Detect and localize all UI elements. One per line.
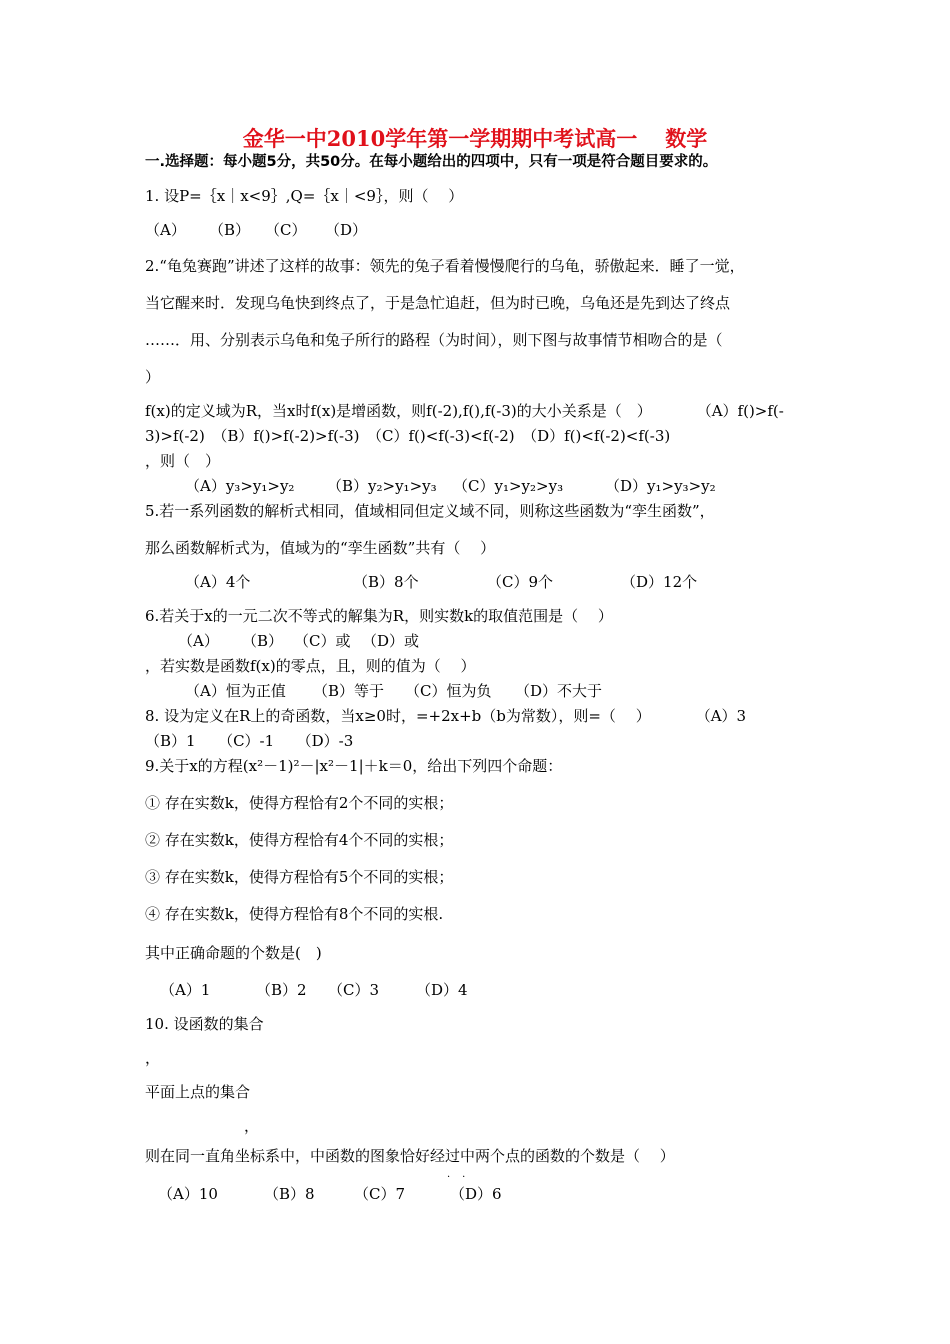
question-4-line: ，则（ ） [145, 452, 221, 470]
title-subject: 数学 [665, 126, 708, 151]
question-7-line: ，若实数是函数f(x)的零点，且，则的值为（ ） [145, 657, 476, 675]
question-9-line: 9.关于x的方程(x²－1)²－|x²－1|＋k＝0，给出下列四个命题： [145, 757, 563, 775]
option: （D）6 [450, 1185, 502, 1203]
option: （A）恒为正值 [185, 682, 286, 700]
question-10-line: 则在同一直角坐标系中，中函数的图象恰好经过中两个点的函数的个数是（ ） [145, 1147, 675, 1165]
option: （B） [242, 632, 284, 650]
question-5-options [185, 572, 697, 592]
option: （D）或 [362, 632, 420, 650]
option: （D）12个 [621, 573, 698, 591]
question-4-options [185, 476, 716, 496]
question-8-line: 8. 设为定义在R上的奇函数，当x≥0时，=+2x+b（b为常数），则=（ ） （A）3 [145, 707, 747, 725]
option: （A）10 [158, 1185, 218, 1203]
question-1-options [145, 220, 367, 240]
question-2-line: 2.“龟兔赛跑”讲述了这样的故事：领先的兔子看着慢慢爬行的乌龟，骄傲起来．睡了一觉， [145, 257, 745, 275]
option: （D）y₁>y₃>y₂ [605, 477, 716, 495]
question-7-options [185, 681, 602, 701]
option: （C）或 [294, 632, 351, 650]
question-6-line: 6.若关于x的一元二次不等式的解集为R，则实数k的取值范围是（ ） [145, 607, 613, 625]
question-10-comma: ， [244, 1117, 260, 1135]
option: （A）y₃>y₁>y₂ [185, 477, 295, 495]
question-6-options [178, 631, 419, 651]
question-1: 1. 设P=｛x｜x<9｝,Q=｛x｜<9｝，则（ ） [145, 187, 464, 205]
option: （D）4 [416, 981, 468, 999]
question-2-line: 当它醒来时．发现乌龟快到终点了，于是急忙追赶，但为时已晚，乌龟还是先到达了终点 [145, 294, 731, 312]
option: （A）1 [160, 981, 211, 999]
option: （B） [209, 221, 251, 239]
option: （B）8 [264, 1185, 315, 1203]
option: （C） [265, 221, 307, 239]
option: （B）2 [256, 981, 307, 999]
question-10-comma: ， [145, 1049, 161, 1067]
question-9-ask: 其中正确命题的个数是( ) [145, 944, 322, 962]
option: （C）恒为负 [405, 682, 492, 700]
question-8-line: （B）1 （C）-1 （D）-3 [145, 732, 354, 750]
section-heading: 一.选择题：每小题5分，共50分。在每小题给出的四项中，只有一项是符合题目要求的。 [145, 154, 718, 170]
question-5-line: 那么函数解析式为，值域为的“孪生函数”共有（ ） [145, 539, 496, 557]
question-2-line: ） [145, 368, 161, 386]
option: （C）3 [328, 981, 380, 999]
page-title [0, 123, 950, 153]
proposition-item: ④ 存在实数k，使得方程恰有8个不同的实根. [145, 905, 444, 923]
option: （C）7 [354, 1185, 406, 1203]
question-3-line: 3)>f(-2) （B）f()>f(-2)>f(-3) （C）f()<f(-3)<f(-2) （D）f()<f(-2)<f(-3) [145, 427, 671, 445]
question-2-line: ……．用、分别表示乌龟和兔子所行的路程（为时间），则下图与故事情节相吻合的是（ [145, 331, 723, 349]
option: （B）8个 [353, 573, 419, 591]
option: （A）4个 [185, 573, 251, 591]
question-5-line: 5.若一系列函数的解析式相同，值域相同但定义域不同，则称这些函数为“孪生函数”， [145, 502, 715, 520]
question-10-line: 10. 设函数的集合 [145, 1015, 264, 1033]
proposition-item: ② 存在实数k，使得方程恰有4个不同的实根； [145, 831, 454, 849]
option: （C）9个 [487, 573, 554, 591]
option: （C）y₁>y₂>y₃ [453, 477, 564, 495]
question-3-line: f(x)的定义域为R，当x时f(x)是增函数，则f(-2),f(),f(-3)的大小关系是（ ） （A）f()>f(- [145, 402, 784, 420]
proposition-item: ③ 存在实数k，使得方程恰有5个不同的实根； [145, 868, 454, 886]
option: （A） [145, 221, 186, 239]
emphasis-dots: ·· [447, 1172, 478, 1183]
option: （B）等于 [313, 682, 385, 700]
question-10-options [158, 1184, 502, 1204]
question-9-options [160, 980, 468, 1000]
option: （B）y₂>y₁>y₃ [327, 477, 437, 495]
proposition-item: ① 存在实数k，使得方程恰有2个不同的实根； [145, 794, 454, 812]
option: （D） [325, 221, 368, 239]
title-main: 金华一中2010学年第一学期期中考试高一 [242, 126, 638, 151]
option: （A） [178, 632, 219, 650]
option: （D）不大于 [515, 682, 603, 700]
question-10-line: 平面上点的集合 [145, 1083, 251, 1101]
